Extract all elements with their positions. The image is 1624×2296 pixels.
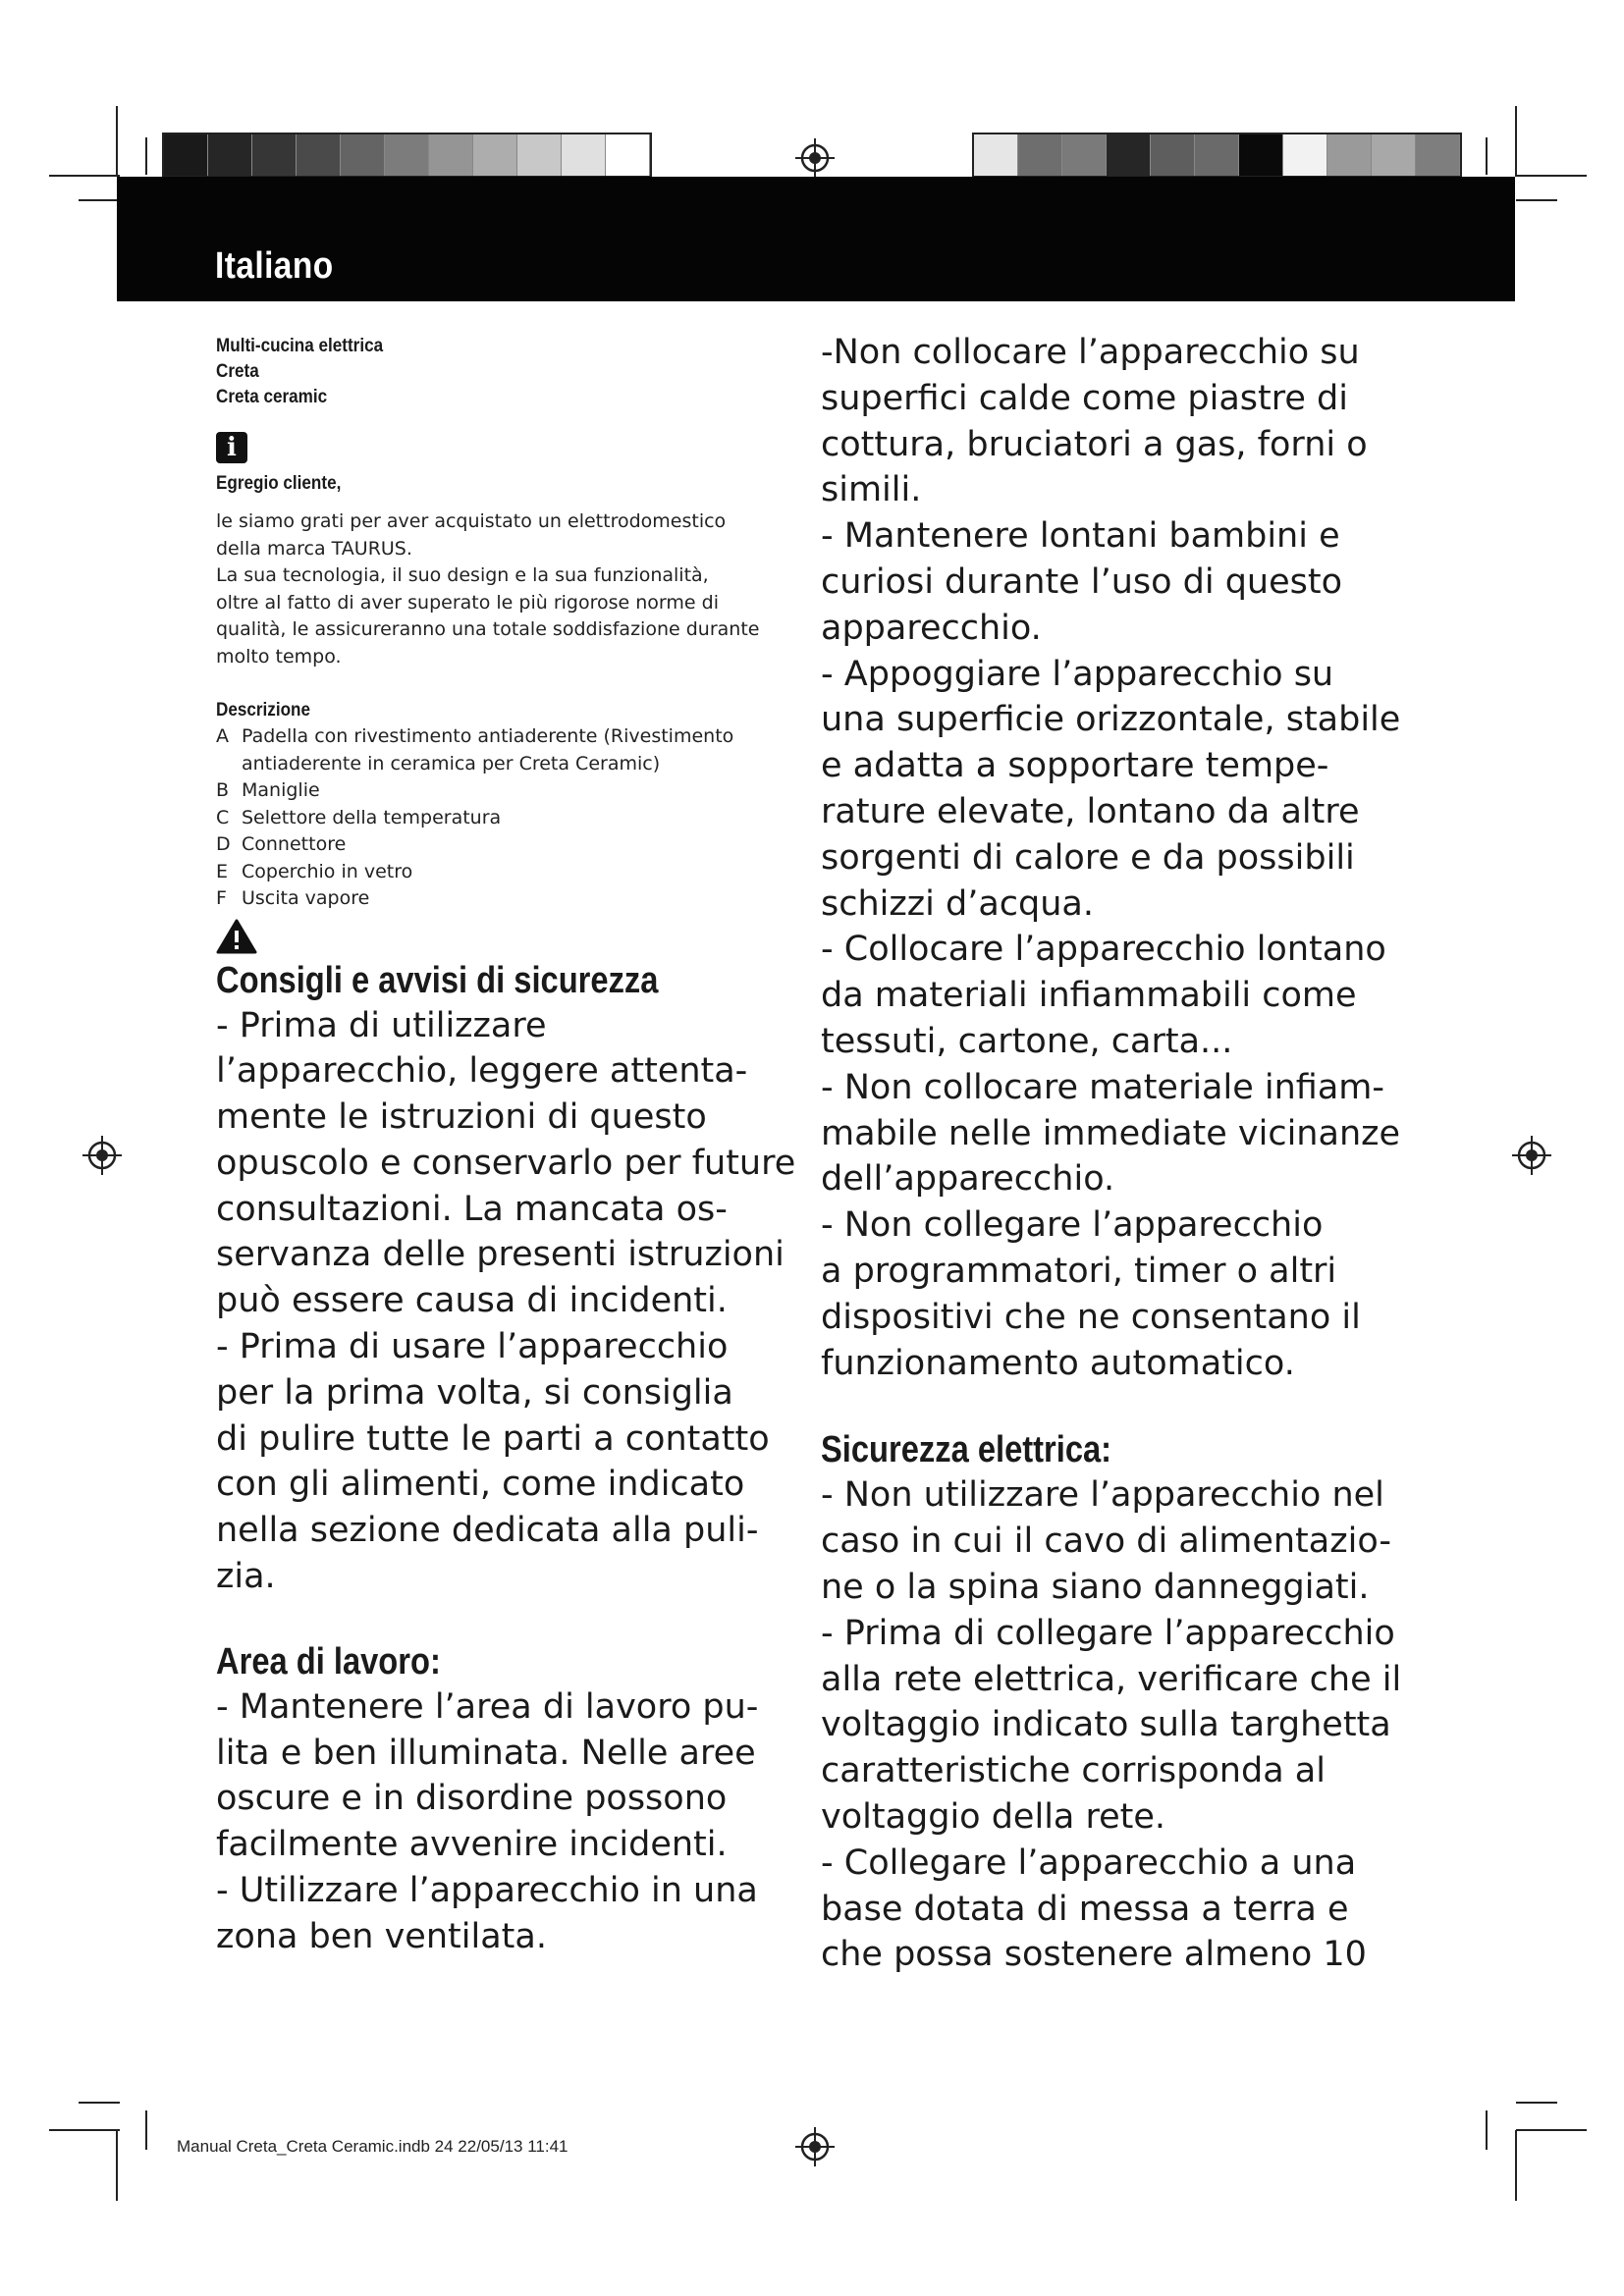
text-line: con gli alimenti, come indicato xyxy=(216,1465,745,1505)
crop-mark-top-right-h2 xyxy=(1516,199,1557,201)
registration-mark-right-icon xyxy=(1512,1136,1551,1175)
item-letter: E xyxy=(216,860,229,882)
item-text: Coperchio in vetro xyxy=(242,860,413,882)
registration-mark-bottom-icon xyxy=(795,2127,835,2166)
product-line: Creta ceramic xyxy=(216,387,328,407)
info-icon: i xyxy=(216,432,247,463)
text-line: curiosi durante l’uso di questo xyxy=(821,561,1343,602)
color-swatch xyxy=(1062,134,1107,176)
color-swatch xyxy=(1416,134,1460,176)
item-text: Padella con rivestimento antiaderente (Rivestimento xyxy=(242,725,734,747)
text-line: La sua tecnologia, il suo design e la sua funzionalità, xyxy=(216,564,709,586)
footer-slug: Manual Creta_Creta Ceramic.indb 24 22/05/13 11:41 xyxy=(177,2137,568,2156)
electrical-title: Sicurezza elettrica: xyxy=(821,1429,1112,1471)
language-title: Italiano xyxy=(215,245,334,287)
text-line: - Mantenere lontani bambini e xyxy=(821,516,1340,557)
text-line: di pulire tutte le parti a contatto xyxy=(216,1418,770,1459)
text-line: - Prima di utilizzare xyxy=(216,1005,547,1045)
text-line: caso in cui il cavo di alimentazio- xyxy=(821,1522,1392,1562)
item-text: Connettore xyxy=(242,833,347,855)
color-swatch xyxy=(473,134,517,176)
item-letter: C xyxy=(216,806,230,828)
text-line: servanza delle presenti istruzioni xyxy=(216,1235,785,1275)
product-line: Multi-cucina elettrica xyxy=(216,336,384,356)
text-line: sorgenti di calore e da possibili xyxy=(821,837,1355,878)
crop-mark-bottom-left-v2 xyxy=(145,2110,147,2150)
color-swatch xyxy=(1283,134,1327,176)
list-item xyxy=(216,777,795,805)
crop-mark-top-left-v xyxy=(116,106,118,177)
color-swatch xyxy=(517,134,562,176)
list-item xyxy=(216,859,795,886)
text-line: voltaggio indicato sulla targhetta xyxy=(821,1705,1391,1745)
color-swatch xyxy=(1195,134,1239,176)
color-swatch xyxy=(1018,134,1062,176)
text-line: - Mantenere l’area di lavoro pu- xyxy=(216,1686,759,1727)
color-swatch xyxy=(1372,134,1416,176)
work-area-text xyxy=(216,1684,795,1960)
text-line: apparecchio. xyxy=(821,608,1042,648)
text-line: - Non collocare materiale infiam- xyxy=(821,1067,1385,1107)
list-item xyxy=(216,831,795,859)
color-swatch xyxy=(1151,134,1195,176)
text-line: e adatta a sopportare tempe- xyxy=(821,746,1329,786)
crop-mark-bottom-right-v xyxy=(1515,2130,1517,2201)
text-line: facilmente avvenire incidenti. xyxy=(216,1825,728,1865)
text-line: opuscolo e conservarlo per future xyxy=(216,1143,796,1183)
color-swatch xyxy=(562,134,606,176)
color-swatch xyxy=(297,134,341,176)
text-line: a programmatori, timer o altri xyxy=(821,1251,1337,1291)
text-line: oltre al fatto di aver superato le più rigorose norme di xyxy=(216,591,719,614)
text-line: - Prima di collegare l’apparecchio xyxy=(821,1613,1395,1653)
text-line: oscure e in disordine possono xyxy=(216,1779,728,1819)
crop-mark-top-right-v xyxy=(1515,106,1517,177)
text-line: mente le istruzioni di questo xyxy=(216,1097,707,1138)
text-line: - Non collegare l’apparecchio xyxy=(821,1205,1324,1246)
color-swatch xyxy=(974,134,1018,176)
text-line: - Utilizzare l’apparecchio in una xyxy=(216,1871,758,1911)
text-line: ne o la spina siano danneggiati. xyxy=(821,1567,1370,1607)
crop-mark-bottom-right-h xyxy=(1516,2129,1587,2131)
greeting-text xyxy=(216,508,795,670)
crop-mark-bottom-right-v2 xyxy=(1486,2110,1488,2150)
color-swatch xyxy=(252,134,297,176)
text-line: - Prima di usare l’apparecchio xyxy=(216,1327,729,1367)
text-line: nella sezione dedicata alla puli- xyxy=(216,1511,759,1551)
registration-mark-left-icon xyxy=(82,1136,122,1175)
text-line: mabile nelle immediate vicinanze xyxy=(821,1113,1401,1153)
warning-icon xyxy=(216,919,257,954)
text-line: superfici calde come piastre di xyxy=(821,378,1348,418)
left-column xyxy=(216,334,795,1960)
right-column-text xyxy=(821,330,1410,1386)
safety-title: Consigli e avvisi di sicurezza xyxy=(216,959,659,1001)
color-swatch xyxy=(606,134,650,176)
text-line: base dotata di messa a terra e xyxy=(821,1889,1349,1929)
text-line: dell’apparecchio. xyxy=(821,1159,1115,1200)
list-item xyxy=(216,751,795,778)
color-swatch xyxy=(208,134,252,176)
text-line: consultazioni. La mancata os- xyxy=(216,1189,728,1229)
text-line: della marca TAURUS. xyxy=(216,537,412,560)
work-area-title: Area di lavoro: xyxy=(216,1640,441,1682)
item-letter: F xyxy=(216,887,227,909)
item-letter: A xyxy=(216,725,229,747)
list-item xyxy=(216,885,795,913)
text-line: - Collegare l’apparecchio a una xyxy=(821,1842,1357,1883)
greeting-title: Egregio cliente, xyxy=(216,473,342,494)
color-swatch xyxy=(1327,134,1372,176)
text-line: zia. xyxy=(216,1557,276,1597)
color-swatch xyxy=(1239,134,1283,176)
text-line: le siamo grati per aver acquistato un elettrodomestico xyxy=(216,510,727,532)
color-swatch xyxy=(341,134,385,176)
list-item xyxy=(216,805,795,832)
item-text: antiaderente in ceramica per Creta Ceramic) xyxy=(242,752,661,774)
text-line: schizzi d’acqua. xyxy=(821,883,1094,924)
item-letter: D xyxy=(216,833,231,855)
text-line: una superficie orizzontale, stabile xyxy=(821,700,1401,740)
text-line: -Non collocare l’apparecchio su xyxy=(821,333,1360,372)
product-names xyxy=(216,334,737,410)
text-line: alla rete elettrica, verificare che il xyxy=(821,1659,1402,1699)
item-text: Uscita vapore xyxy=(242,887,370,909)
header-band xyxy=(117,177,1515,301)
text-line: può essere causa di incidenti. xyxy=(216,1281,728,1321)
right-column xyxy=(821,330,1410,1978)
item-letter xyxy=(216,751,242,778)
color-swatches-right xyxy=(972,133,1462,178)
text-line: - Collocare l’apparecchio lontano xyxy=(821,930,1386,970)
text-line: cottura, bruciatori a gas, forni o xyxy=(821,424,1368,464)
item-text: Selettore della temperatura xyxy=(242,806,502,828)
text-line: da materiali infiammabili come xyxy=(821,976,1357,1016)
color-swatch xyxy=(429,134,473,176)
registration-mark-top-icon xyxy=(795,138,835,178)
color-swatch xyxy=(164,134,208,176)
safety-text xyxy=(216,1003,795,1600)
crop-mark-top-right-h xyxy=(1516,175,1587,177)
crop-mark-top-left-h xyxy=(49,175,120,177)
crop-mark-top-right-v2 xyxy=(1486,137,1488,175)
electrical-text xyxy=(821,1472,1410,1978)
color-swatch xyxy=(385,134,429,176)
text-line: simili. xyxy=(821,470,922,510)
text-line: - Appoggiare l’apparecchio su xyxy=(821,654,1334,694)
crop-mark-bottom-left-h xyxy=(49,2129,120,2131)
text-line: dispositivi che ne consentano il xyxy=(821,1297,1361,1337)
color-swatch xyxy=(1107,134,1151,176)
text-line: lita e ben illuminata. Nelle aree xyxy=(216,1733,756,1773)
product-line: Creta xyxy=(216,361,259,382)
crop-mark-bottom-left-v xyxy=(116,2130,118,2201)
crop-mark-top-left-h2 xyxy=(79,199,120,201)
text-line: caratteristiche corrisponda al xyxy=(821,1751,1326,1791)
list-item xyxy=(216,723,795,751)
item-letter: B xyxy=(216,779,230,801)
color-swatches-left xyxy=(162,133,652,178)
item-text: Maniglie xyxy=(242,779,320,801)
description-list xyxy=(216,723,795,913)
text-line: zona ben ventilata. xyxy=(216,1916,547,1956)
text-line: tessuti, cartone, carta... xyxy=(821,1021,1233,1061)
text-line: funzionamento automatico. xyxy=(821,1343,1295,1383)
text-line: qualità, le assicureranno una totale soddisfazione durante xyxy=(216,618,760,640)
text-line: che possa sostenere almeno 10 xyxy=(821,1935,1367,1975)
crop-mark-bottom-left-h2 xyxy=(79,2102,120,2104)
description-title: Descrizione xyxy=(216,700,310,721)
text-line: molto tempo. xyxy=(216,645,342,667)
text-line: per la prima volta, si consiglia xyxy=(216,1372,733,1413)
crop-mark-bottom-right-h2 xyxy=(1516,2102,1557,2104)
text-line: rature elevate, lontano da altre xyxy=(821,791,1360,831)
text-line: l’apparecchio, leggere attenta- xyxy=(216,1051,748,1092)
text-line: - Non utilizzare l’apparecchio nel xyxy=(821,1475,1384,1516)
crop-mark-top-left-v2 xyxy=(145,137,147,175)
text-line: voltaggio della rete. xyxy=(821,1796,1166,1837)
